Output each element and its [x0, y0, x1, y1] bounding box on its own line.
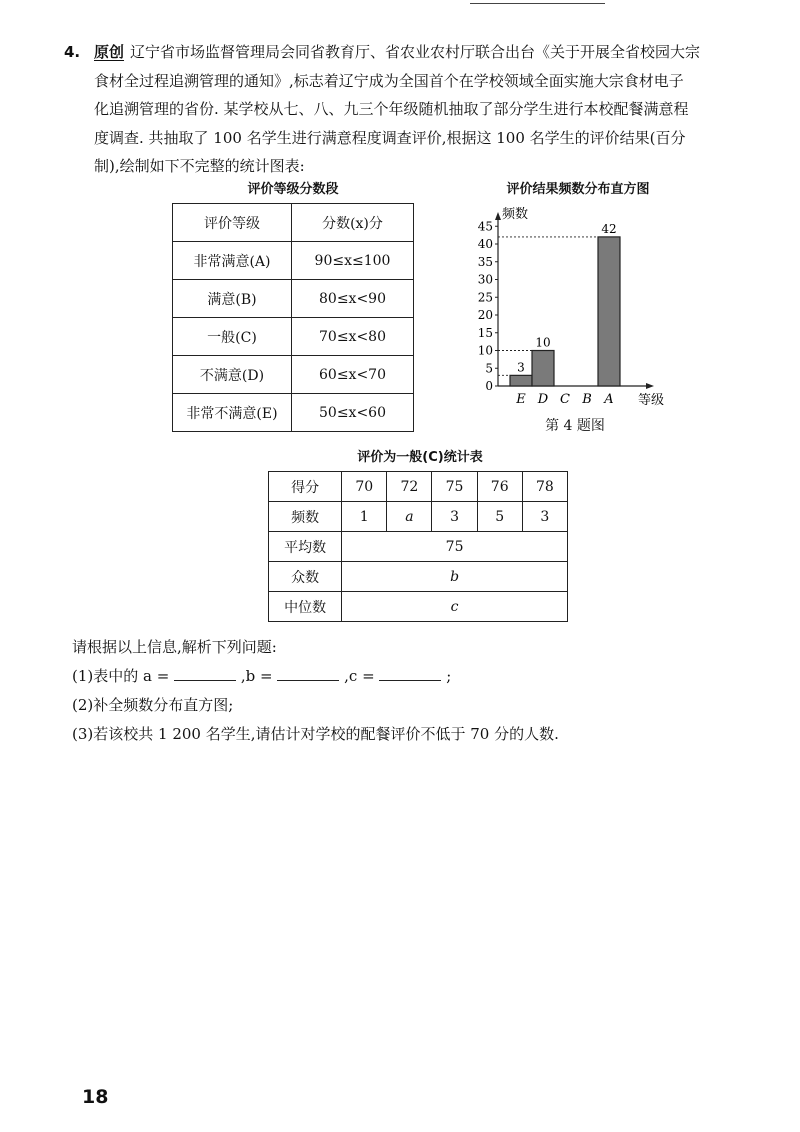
questions [72, 633, 772, 749]
table-row [269, 592, 568, 622]
q1-c: ,c = [344, 667, 375, 685]
problem-text-5: 制),绘制如下不完整的统计图表: [94, 157, 305, 175]
freq-label: 频数 [269, 502, 342, 532]
histogram-caption: 第 4 题图 [545, 418, 605, 434]
x-tick-label: B [582, 392, 592, 407]
x-tick-label: E [516, 392, 526, 407]
freq-cell: 1 [342, 502, 387, 532]
x-tick-label: A [604, 392, 614, 407]
table-row [173, 204, 414, 242]
y-tick-label: 20 [477, 308, 493, 322]
grade-cell: 不满意(D) [173, 356, 292, 394]
median-label: 中位数 [269, 592, 342, 622]
score-cell: 70 [342, 472, 387, 502]
question-2: (2)补全频数分布直方图; [72, 696, 234, 714]
problem-statement [64, 38, 764, 181]
grade-cell: 一般(C) [173, 318, 292, 356]
problem-text-2: 食材全过程追溯管理的通知》,标志着辽宁成为全国首个在学校领域全面实施大宗食材电子 [94, 71, 684, 90]
mean-label: 平均数 [269, 532, 342, 562]
bar [532, 351, 554, 387]
freq-cell: 5 [477, 502, 522, 532]
table-row [173, 280, 414, 318]
table-row [173, 242, 414, 280]
page-number: 18 [82, 1086, 109, 1108]
answer-blank-a[interactable] [174, 665, 236, 681]
frequency-histogram [470, 200, 690, 440]
problem-number: 4. [64, 43, 81, 61]
table-row [173, 394, 414, 432]
mean-value: 75 [342, 532, 568, 562]
c-table-caption: 评价为一般(C)统计表 [357, 450, 483, 465]
score-cell: 78 [522, 472, 567, 502]
x-axis-arrow [646, 383, 654, 389]
y-tick-label: 45 [477, 219, 493, 234]
grade-cell: 70≤x<80 [292, 318, 414, 356]
x-tick-label: C [560, 392, 570, 407]
y-tick-label: 10 [477, 343, 493, 358]
score-cell: 76 [477, 472, 522, 502]
histogram-title: 评价结果频数分布直方图 [506, 182, 650, 197]
y-tick-label: 0 [485, 379, 493, 393]
question-1 [72, 662, 772, 691]
top-rule [470, 3, 605, 4]
grade-header-level: 评价等级 [173, 204, 292, 242]
problem-text-4: 度调查. 共抽取了 100 名学生进行满意程度调查评价,根据这 100 名学生的评价结果(百分 [94, 128, 686, 147]
table-row [269, 502, 568, 532]
freq-cell: a [387, 502, 432, 532]
q1-b: ,b = [240, 667, 273, 685]
y-tick-label: 40 [477, 237, 493, 251]
original-tag: 原创 [94, 43, 125, 61]
table-row [173, 356, 414, 394]
bar-data-label: 10 [535, 335, 551, 350]
freq-cell: 3 [522, 502, 567, 532]
grade-cell: 50≤x<60 [292, 394, 414, 432]
grade-cell: 80≤x<90 [292, 280, 414, 318]
y-axis-label: 频数 [502, 207, 529, 222]
bar [510, 375, 532, 386]
problem-text-1: 辽宁省市场监督管理局会同省教育厅、省农业农村厅联合出台《关于开展全省校园大宗 [130, 43, 701, 61]
score-cell: 75 [432, 472, 477, 502]
questions-intro: 请根据以上信息,解析下列问题: [72, 638, 277, 656]
mode-value: b [342, 562, 568, 592]
grade-cell: 60≤x<70 [292, 356, 414, 394]
y-tick-label: 25 [477, 290, 493, 305]
grade-cell: 非常不满意(E) [173, 394, 292, 432]
grade-table [172, 203, 414, 432]
bar-data-label: 42 [601, 221, 617, 236]
grade-header-score: 分数(x)分 [292, 204, 414, 242]
problem-text-3: 化追溯管理的省份. 某学校从七、八、九三个年级随机抽取了部分学生进行本校配餐满意程 [94, 100, 689, 118]
y-axis-arrow [495, 212, 501, 220]
table-row [269, 562, 568, 592]
score-label: 得分 [269, 472, 342, 502]
c-statistics-table [268, 471, 568, 622]
grade-cell: 满意(B) [173, 280, 292, 318]
question-3: (3)若该校共 1 200 名学生,请估计对学校的配餐评价不低于 70 分的人数. [72, 725, 559, 743]
x-axis-label: 等级 [638, 393, 665, 408]
median-value: c [342, 592, 568, 622]
answer-blank-b[interactable] [277, 665, 339, 681]
grade-cell: 非常满意(A) [173, 242, 292, 280]
y-tick-label: 35 [477, 254, 493, 269]
grade-table-caption: 评价等级分数段 [247, 182, 339, 197]
y-tick-label: 15 [477, 325, 493, 340]
grade-cell: 90≤x≤100 [292, 242, 414, 280]
problem-line-1 [64, 38, 764, 67]
table-row [269, 472, 568, 502]
table-row [173, 318, 414, 356]
y-tick-label: 30 [477, 272, 493, 287]
freq-cell: 3 [432, 502, 477, 532]
table-row [269, 532, 568, 562]
q1-end: ; [446, 667, 452, 685]
y-tick-label: 5 [485, 361, 493, 376]
answer-blank-c[interactable] [379, 665, 441, 681]
mode-label: 众数 [269, 562, 342, 592]
score-cell: 72 [387, 472, 432, 502]
x-tick-label: D [537, 392, 549, 407]
bar [598, 237, 620, 386]
q1-prefix: (1)表中的 a = [72, 667, 170, 685]
bar-data-label: 3 [517, 360, 525, 375]
